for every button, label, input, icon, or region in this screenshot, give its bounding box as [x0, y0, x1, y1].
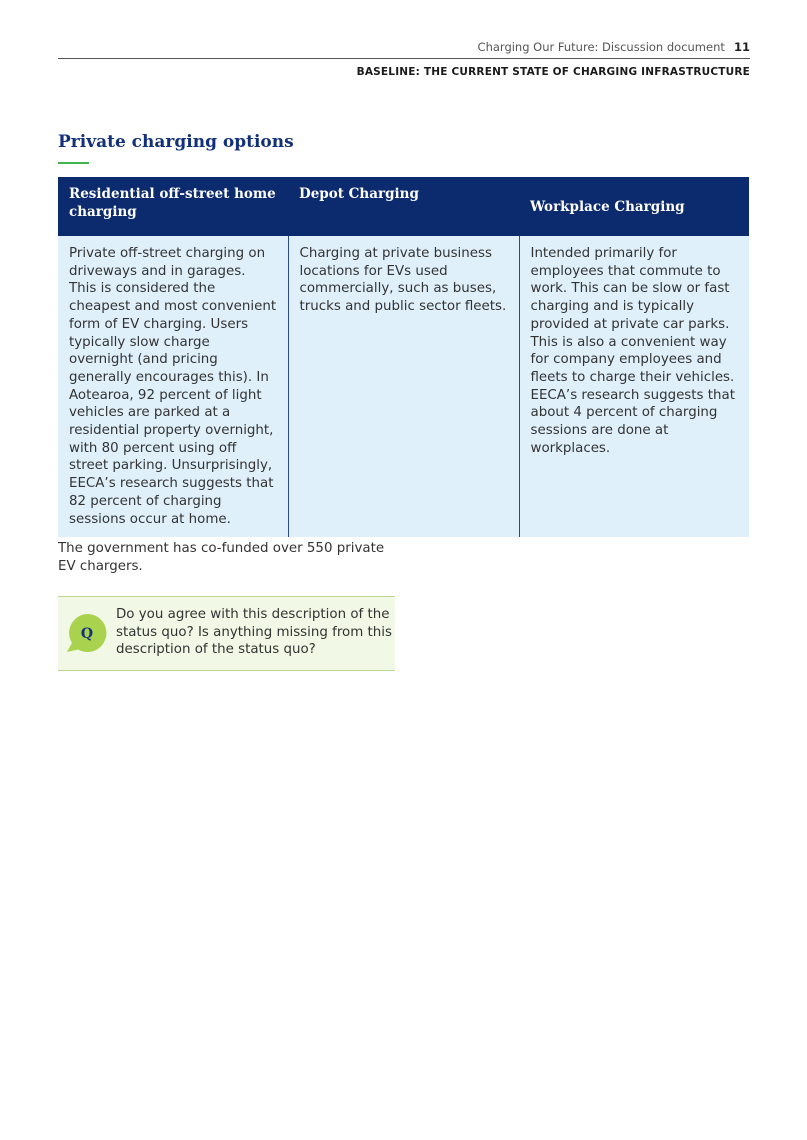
- table-header-row: [58, 177, 749, 236]
- question-icon-letter: Q: [80, 626, 94, 642]
- document-title: Charging Our Future: Discussion document: [477, 40, 725, 54]
- section-label: BASELINE: THE CURRENT STATE OF CHARGING INFRASTRUCTURE: [356, 66, 750, 78]
- section-heading: Private charging options: [58, 132, 294, 152]
- cell-residential-description: Private off-street charging on driveways and in garages. This is considered the cheapest and most convenient form of EV charging. Users typically slow charge overnight (and pricing generally encourages this). In Aotearoa, 92 percent of light vehicles are parked at a residential property overnight, with 80 percent using off street parking. Unsurprisingly, EECA’s research suggests that 82 percent of charging sessions occur at home.: [58, 236, 288, 537]
- column-header-depot: Depot Charging: [288, 177, 519, 236]
- question-text: Do you agree with this description of the status quo? Is anything missing from this description of the status quo?: [116, 607, 392, 658]
- column-header-residential: Residential off-street home charging: [58, 177, 288, 236]
- charging-options-table: [58, 177, 749, 537]
- question-callout: [58, 596, 395, 671]
- heading-accent-rule: [58, 162, 89, 164]
- body-paragraph: The government has co-funded over 550 private EV chargers.: [58, 541, 385, 574]
- page-number: 11: [733, 40, 750, 54]
- speech-bubble-icon: [66, 612, 108, 654]
- table-row: [58, 236, 749, 537]
- cell-depot-description: Charging at private business locations for EVs used commercially, such as buses, trucks and public sector fleets.: [288, 236, 519, 537]
- cell-workplace-description: Intended primarily for employees that commute to work. This can be slow or fast charging and is typically provided at private car parks. This is also a convenient way for company employees and fleets to charge their vehicles. EECA’s research suggests that about 4 percent of charging sessions are done at workplaces.: [519, 236, 749, 537]
- running-header: [58, 36, 750, 59]
- column-header-workplace: Workplace Charging: [519, 177, 749, 236]
